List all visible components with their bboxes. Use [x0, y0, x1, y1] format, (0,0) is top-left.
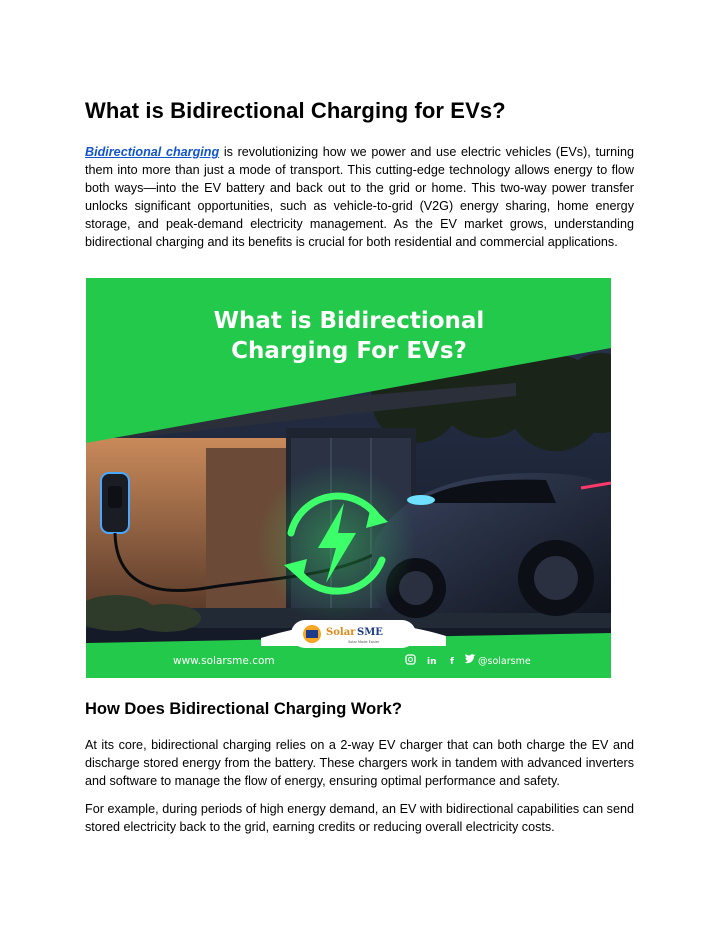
section-paragraph-2: For example, during periods of high energy demand, an EV with bidirectional capabilities can send stored electricity back to the grid, earning credits or reducing overall electricity costs. — [85, 802, 634, 834]
banner-title-line-1: What is Bidirectional — [213, 308, 485, 334]
intro-text: is revolutionizing how we power and use electric vehicles (EVs), turning them into more than just a mode of transport. This cutting-edge technology allows energy to flow both ways—into the EV battery and back out to the grid or home. This two-way power transfer unlocks significant opportunities, such as vehicle-to-grid (V2G) energy sharing, home energy storage, and peak-demand electricity management. As the EV market grows, understanding bidirectional charging and its benefits is crucial for both residential and commercial applications. — [85, 145, 634, 249]
logo-tagline: Solar Made Easier — [348, 640, 380, 644]
logo-text-sme: SME — [357, 627, 383, 638]
bidirectional-charging-symbol — [256, 463, 416, 623]
intro-paragraph — [85, 143, 634, 251]
bidirectional-charging-link[interactable]: Bidirectional charging — [85, 145, 220, 159]
logo-text-solar: Solar — [326, 627, 356, 638]
banner-website: www.solarsme.com — [173, 655, 275, 667]
article-banner-image — [86, 278, 611, 678]
banner-social-handle: @solarsme — [478, 656, 531, 667]
facebook-icon: f — [450, 657, 454, 667]
banner-title-line-2: Charging For EVs? — [231, 338, 467, 364]
section-paragraph-1: At its core, bidirectional charging relies on a 2-way EV charger that can both charge the EV and discharge stored energy from the battery. These chargers work in tandem with advanced inverters and software to manage the flow of energy, ensuring optimal performance and safety. — [85, 738, 634, 788]
page-title: What is Bidirectional Charging for EVs? — [85, 98, 506, 123]
section-heading: How Does Bidirectional Charging Work? — [85, 700, 402, 718]
linkedin-icon: in — [427, 657, 437, 667]
